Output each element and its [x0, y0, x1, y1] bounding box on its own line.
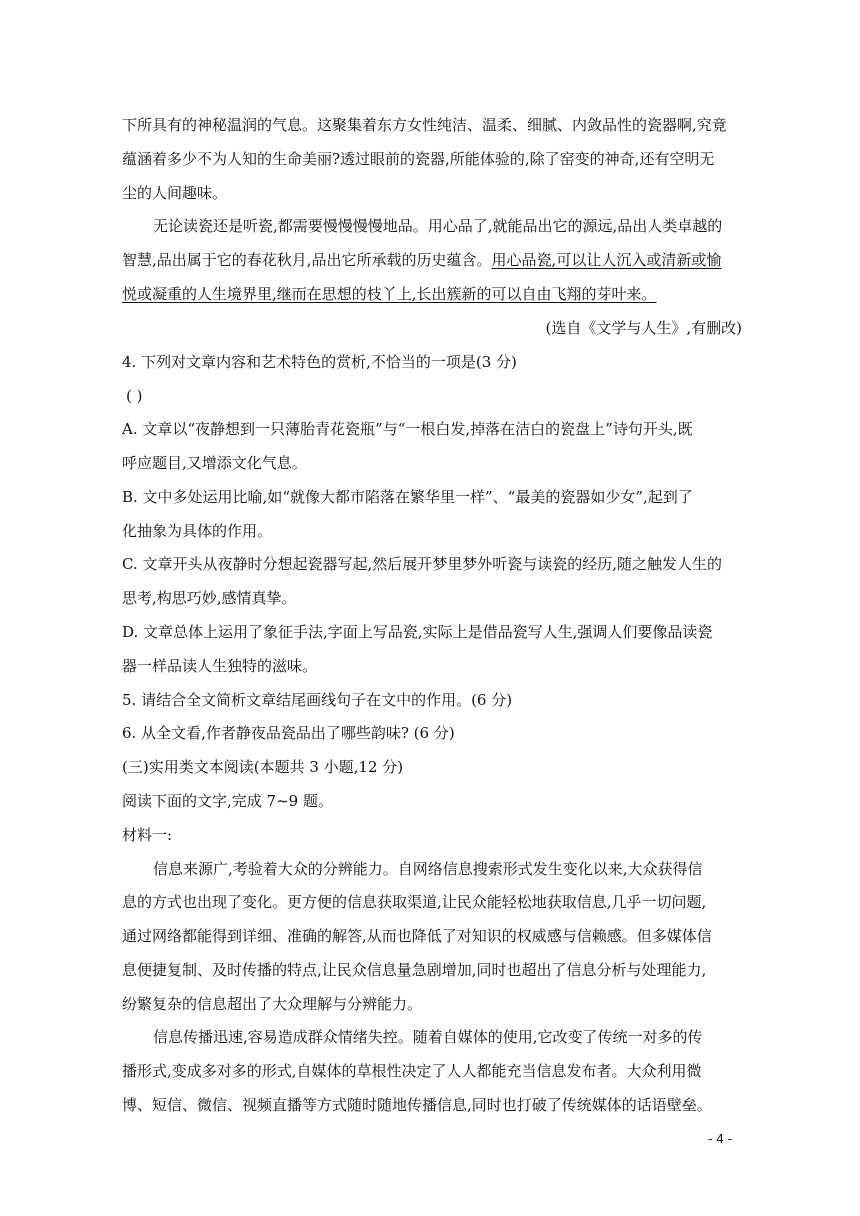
material-line: 息的方式也出现了变化。更方便的信息获取渠道,让民众能轻松地获取信息,几乎一切问题,: [122, 893, 707, 911]
option-d-line1: D. 文章总体上运用了象征手法,字面上写品瓷,实际上是借品瓷写人生,强调人们要像品读瓷: [122, 623, 713, 641]
passage-line: [122, 284, 742, 304]
option-c-line2: 思考,构思巧妙,感情真挚。: [122, 589, 297, 607]
material-line: 信息传播迅速,容易造成群众情绪失控。随着自媒体的使用,它改变了传统一对多的传: [153, 1028, 703, 1046]
passage-line: 无论读瓷还是听瓷,都需要慢慢慢慢地品。用心品了,就能品出它的源远,品出人类卓越的: [153, 217, 723, 235]
question-4-stem: 4. 下列对文章内容和艺术特色的赏析,不恰当的一项是(3 分): [122, 353, 517, 371]
option-a-line1: A. 文章以“夜静想到一只薄胎青花瓷瓶”与“一根白发,掉落在洁白的瓷盘上”诗句开头,既: [122, 420, 693, 438]
source-citation: (选自《文学与人生》,有删改): [545, 319, 742, 337]
page-number: - 4 -: [708, 1132, 732, 1146]
option-b-line1: B. 文中多处运用比喻,如“就像大都市陷落在繁华里一样”、“最美的瓷器如少女”,起到了: [122, 488, 693, 506]
option-c-line1: C. 文章开头从夜静时分想起瓷器写起,然后展开梦里梦外听瓷与读瓷的经历,随之触发人生的: [122, 555, 723, 573]
material-line: 息便捷复制、及时传播的特点,让民众信息量急剧增加,同时也超出了信息分析与处理能力,: [122, 961, 707, 979]
material-line: 播形式,变成多对多的形式,自媒体的草根性决定了人人都能充当信息发布者。大众利用微: [122, 1062, 702, 1080]
passage-text: 智慧,品出属于它的春花秋月,品出它所承载的历史蕴含。: [122, 251, 492, 269]
material-label: 材料一:: [122, 826, 173, 844]
material-line: 通过网络都能得到详细、准确的解答,从而也降低了对知识的权威感与信赖感。但多媒体信: [122, 927, 712, 945]
material-line: 博、短信、微信、视频直播等方式随时随地传播信息,同时也打破了传统媒体的话语壁垒。: [122, 1096, 712, 1114]
question-5: 5. 请结合全文简析文章结尾画线句子在文中的作用。(6 分): [122, 691, 513, 709]
passage-line: 蕴涵着多少不为人知的生命美丽?透过眼前的瓷器,所能体验的,除了窑变的神奇,还有空明无: [122, 150, 715, 168]
passage-line: 下所具有的神秘温润的气息。这聚集着东方女性纯洁、温柔、细腻、内敛品性的瓷器啊,究竟: [122, 116, 727, 134]
passage-line: [122, 250, 742, 270]
material-line: 信息来源广,考验着大众的分辨能力。自网络信息搜索形式发生变化以来,大众获得信: [153, 860, 703, 878]
section-instruction: 阅读下面的文字,完成 7~9 题。: [122, 792, 333, 810]
question-6: 6. 从全文看,作者静夜品瓷品出了哪些韵味? (6 分): [122, 724, 455, 742]
section-heading: (三)实用类文本阅读(本题共 3 小题,12 分): [122, 758, 404, 776]
underlined-sentence: 用心品瓷,可以让人沉入或清新或愉: [491, 251, 722, 269]
material-line: 纷繁复杂的信息超出了大众理解与分辨能力。: [122, 995, 423, 1013]
underlined-sentence: 悦或凝重的人生境界里,继而在思想的枝丫上,长出簇新的可以自由飞翔的芽叶来。: [122, 285, 657, 303]
option-a-line2: 呼应题目,又增添文化气息。: [122, 454, 307, 472]
option-d-line2: 器一样品读人生独特的滋味。: [122, 657, 318, 675]
option-b-line2: 化抽象为具体的作用。: [122, 522, 273, 540]
answer-blank: ( ): [126, 387, 143, 405]
passage-line: 尘的人间趣味。: [122, 184, 228, 202]
